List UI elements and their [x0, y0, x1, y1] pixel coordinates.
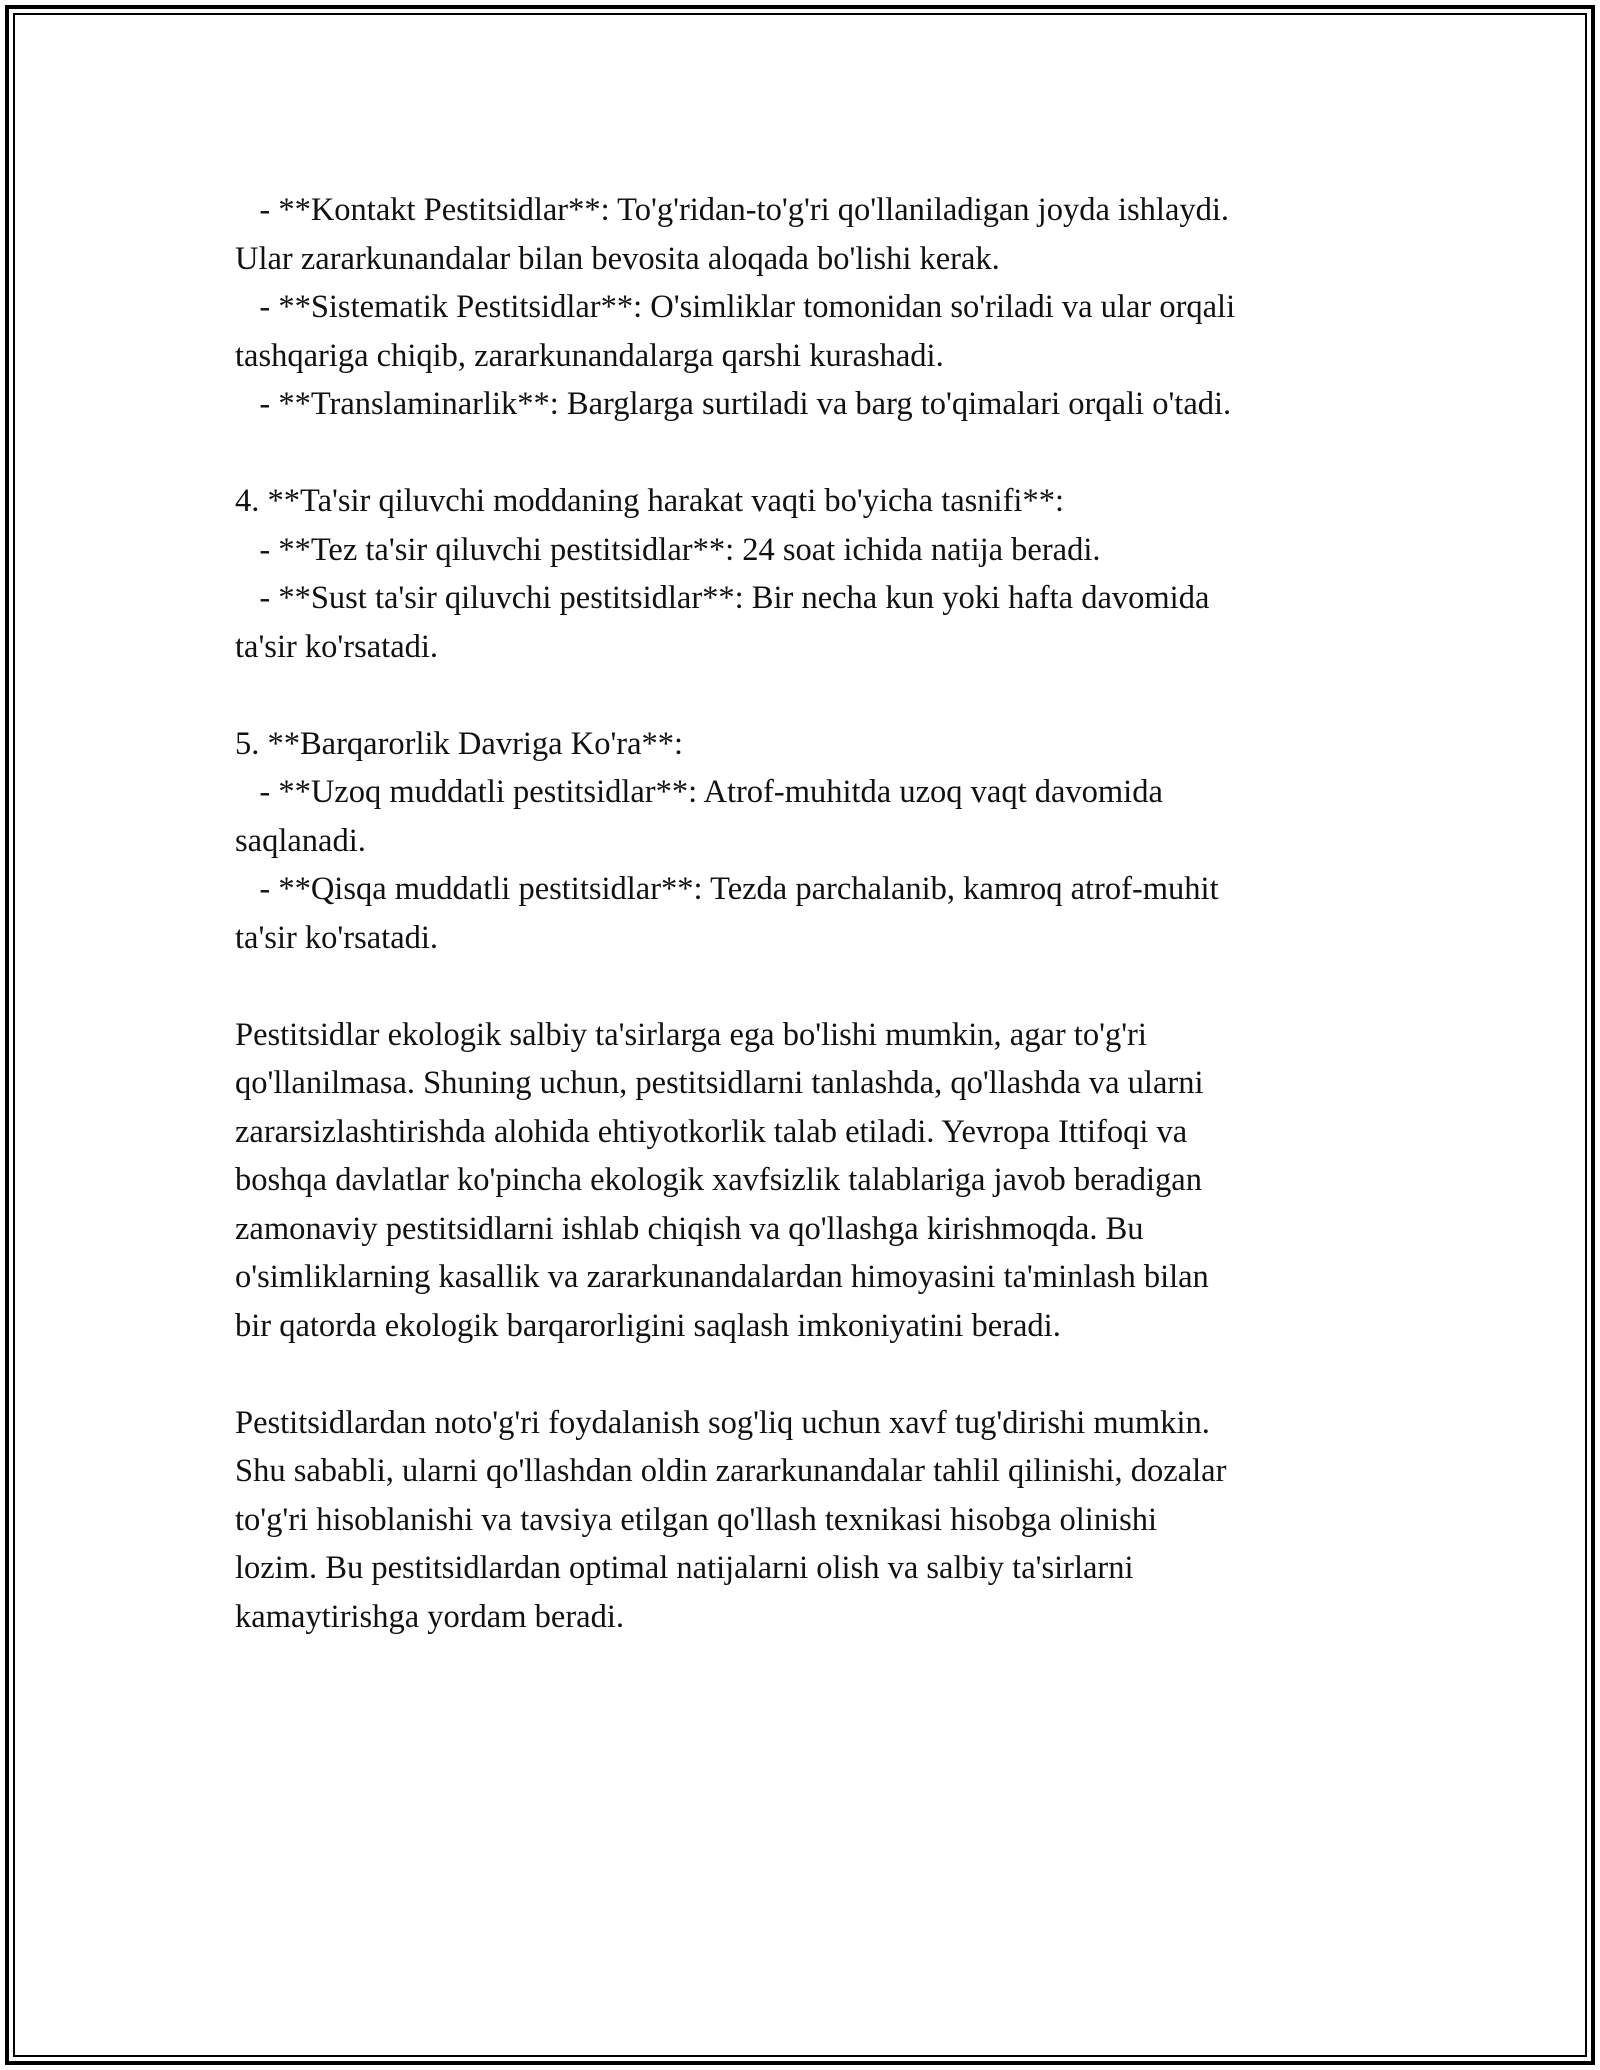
text-line: - **Tez ta'sir qiluvchi pestitsidlar**: 24 soat ichida natija beradi. [235, 531, 1101, 568]
text-line: - **Uzoq muddatli pestitsidlar**: Atrof-muhitda uzoq vaqt davomida [235, 774, 1163, 810]
text-line: tashqariga chiqib, zararkunandalarga qarshi kurashadi. [235, 337, 944, 374]
text-line: o'simliklarning kasallik va zararkunandalardan himoyasini ta'minlash bilan [235, 1259, 1209, 1295]
text-line: Ular zararkunandalar bilan bevosita aloqada bo'lishi kerak. [235, 240, 1000, 277]
text-line: - **Translaminarlik**: Barglarga surtiladi va barg to'qimalari orqali o'tadi. [235, 386, 1232, 422]
text-line: kamaytirishga yordam beradi. [235, 1598, 624, 1635]
text-line: boshqa davlatlar ko'pincha ekologik xavfsizlik talablariga javob beradigan [235, 1162, 1202, 1198]
text-line: - **Kontakt Pestitsidlar**: To'g'ridan-to'g'ri qo'llaniladigan joyda ishlaydi. [235, 192, 1230, 228]
text-line: saqlanadi. [235, 822, 366, 859]
text-line: ta'sir ko'rsatadi. [235, 628, 439, 665]
text-line: to'g'ri hisoblanishi va tavsiya etilgan qo'llash texnikasi hisobga olinishi [235, 1501, 1158, 1538]
text-line: bir qatorda ekologik barqarorligini saqlash imkoniyatini beradi. [235, 1307, 1061, 1344]
persistence-classification-block [235, 720, 1375, 963]
paragraph-gap [235, 962, 1375, 1011]
pesticide-action-types-block [235, 186, 1375, 429]
text-line: Pestitsidlar ekologik salbiy ta'sirlarga ega bo'lishi mumkin, agar to'g'ri [235, 1016, 1147, 1053]
ecological-impact-paragraph [235, 1011, 1375, 1351]
text-line: zamonaviy pestitsidlarni ishlab chiqish va qo'llashga kirishmoqda. Bu [235, 1210, 1144, 1247]
text-line: - **Sistematik Pestitsidlar**: O'simliklar tomonidan so'riladi va ular orqali [235, 289, 1236, 325]
text-line: Shu sababli, ularni qo'llashdan oldin zararkunandalar tahlil qilinishi, dozalar [235, 1453, 1227, 1489]
paragraph-gap [235, 1350, 1375, 1399]
action-time-classification-block [235, 477, 1375, 671]
paragraph-gap [235, 429, 1375, 478]
text-line: - **Sust ta'sir qiluvchi pestitsidlar**: Bir necha kun yoki hafta davomida [235, 580, 1210, 616]
text-line: qo'llanilmasa. Shuning uchun, pestitsidlarni tanlashda, qo'llashda va ularni [235, 1065, 1204, 1101]
text-line: Pestitsidlardan noto'g'ri foydalanish sog'liq uchun xavf tug'dirishi mumkin. [235, 1404, 1210, 1441]
text-line: - **Qisqa muddatli pestitsidlar**: Tezda parchalanib, kamroq atrof-muhit [235, 871, 1219, 907]
document-body [235, 186, 1375, 1641]
health-risk-paragraph [235, 1399, 1375, 1642]
text-line: ta'sir ko'rsatadi. [235, 919, 439, 956]
text-line: 5. **Barqarorlik Davriga Ko'ra**: [235, 725, 684, 762]
text-line: lozim. Bu pestitsidlardan optimal natijalarni olish va salbiy ta'sirlarni [235, 1550, 1134, 1586]
paragraph-gap [235, 671, 1375, 720]
text-line: 4. **Ta'sir qiluvchi moddaning harakat vaqti bo'yicha tasnifi**: [235, 483, 1064, 519]
text-line: zararsizlashtirishda alohida ehtiyotkorlik talab etiladi. Yevropa Ittifoqi va [235, 1113, 1188, 1150]
